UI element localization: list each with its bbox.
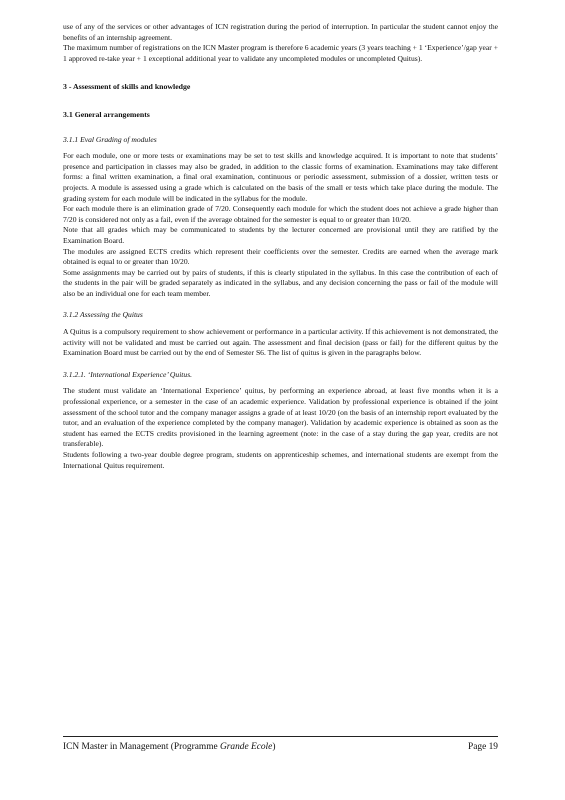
paragraph-pair-assignments: Some assignments may be carried out by pairs of students, if this is clearly stipulated in the syllabus. In this case the contribution of each of the students in the pair will be graded separately as indicated in the syllabus, and any decision concerning the pass or fail of the module will also be an individual one for each team member. — [63, 267, 498, 298]
paragraph-interruption: use of any of the services or other advantages of ICN registration during the period of interruption. In particular the student cannot enjoy the benefits of an internship agreement. — [63, 22, 498, 42]
page-body — [63, 22, 498, 471]
paragraph-quitus: A Quitus is a compulsory requirement to show achievement or performance in a particular activity. If this achievement is not demonstrated, the activity will not be validated and must be carried out again. The assessment and final decision (pass or fail) for the different quitus by the Examination Board must be carried out by the end of Semester S6. The list of quitus is given in the paragraphs below. — [63, 327, 498, 358]
paragraph-provisional-grades: Note that all grades which may be communicated to students by the lecturer concerned are provisional until they are ratified by the Examination Board. — [63, 225, 498, 245]
page-footer — [63, 736, 498, 752]
footer-title-italic: Grande Ecole — [220, 742, 273, 752]
paragraph-ects-credits: The modules are assigned ECTS credits which represent their coefficients over the semester. Credits are earned when the average mark obtained is equal to or greater than 10/20. — [63, 246, 498, 267]
subsection-heading-general: 3.1 General arrangements — [63, 109, 150, 119]
paragraph-max-registrations: The maximum number of registrations on the ICN Master program is therefore 6 academic years (3 years teaching + 1 ‘Experience’/gap year + 1 approved re-take year + 1 exceptional additional year to validate any uncompleted modules or uncompleted Quitus). — [63, 43, 498, 63]
footer-page-number: Page 19 — [468, 742, 498, 752]
paragraph-international-experience: The student must validate an ‘International Experience’ quitus, by performing an experience abroad, at least five months when it is a professional experience, or a semester in the case of an academic experience. Validation by professional experience is obtained if the joint assessment of the school tutor and the company manager assigns a grade of at least 10/20 (on the basis of an internship report evaluated by the tutor, and an evaluation of the experience completed by the company manager). Validation by academic experience is obtained as soon as the student has earned the ECTS credits provisioned in the learning agreement (note: in the case of a stay during the gap year, credits are not transferable). — [63, 386, 498, 449]
paragraph-module-tests: For each module, one or more tests or examinations may be set to test skills and knowledge acquired. It is important to note that students’ presence and participation in classes may also be graded, in addition to the classic forms of examination. Examinations may take different forms: a final written examination, a final oral examination, continuous or periodic assessment, submission of a dossier, written tests or projects. A module is assessed using a grade which is calculated on the basis of the small er tests which take place during the module. The grading system for each module will be indicated in the syllabus for the module. — [63, 151, 498, 203]
footer-title-suffix: ) — [272, 742, 276, 752]
section-heading-assessment: 3 - Assessment of skills and knowledge — [63, 82, 191, 92]
heading-grading-modules: 3.1.1 Eval Grading of modules — [63, 134, 157, 144]
paragraph-elimination-grade: For each module there is an elimination grade of 7/20. Consequently each module for which the student does not achieve a grade higher than 7/20 is considered not only as a fail, even if the average obtained for the semester is equal to or greater than 10/20. — [63, 204, 498, 224]
heading-assessing-quitus: 3.1.2 Assessing the Quitus — [63, 310, 143, 320]
footer-document-title — [63, 742, 275, 752]
paragraph-exemptions: Students following a two-year double degree program, students on apprenticeship schemes, and international students are exempt from the International Quitus requirement. — [63, 450, 498, 470]
footer-title-prefix: ICN Master in Management (Programme — [63, 742, 220, 752]
heading-international-quitus: 3.1.2.1. ‘International Experience’ Quitus. — [63, 369, 193, 379]
